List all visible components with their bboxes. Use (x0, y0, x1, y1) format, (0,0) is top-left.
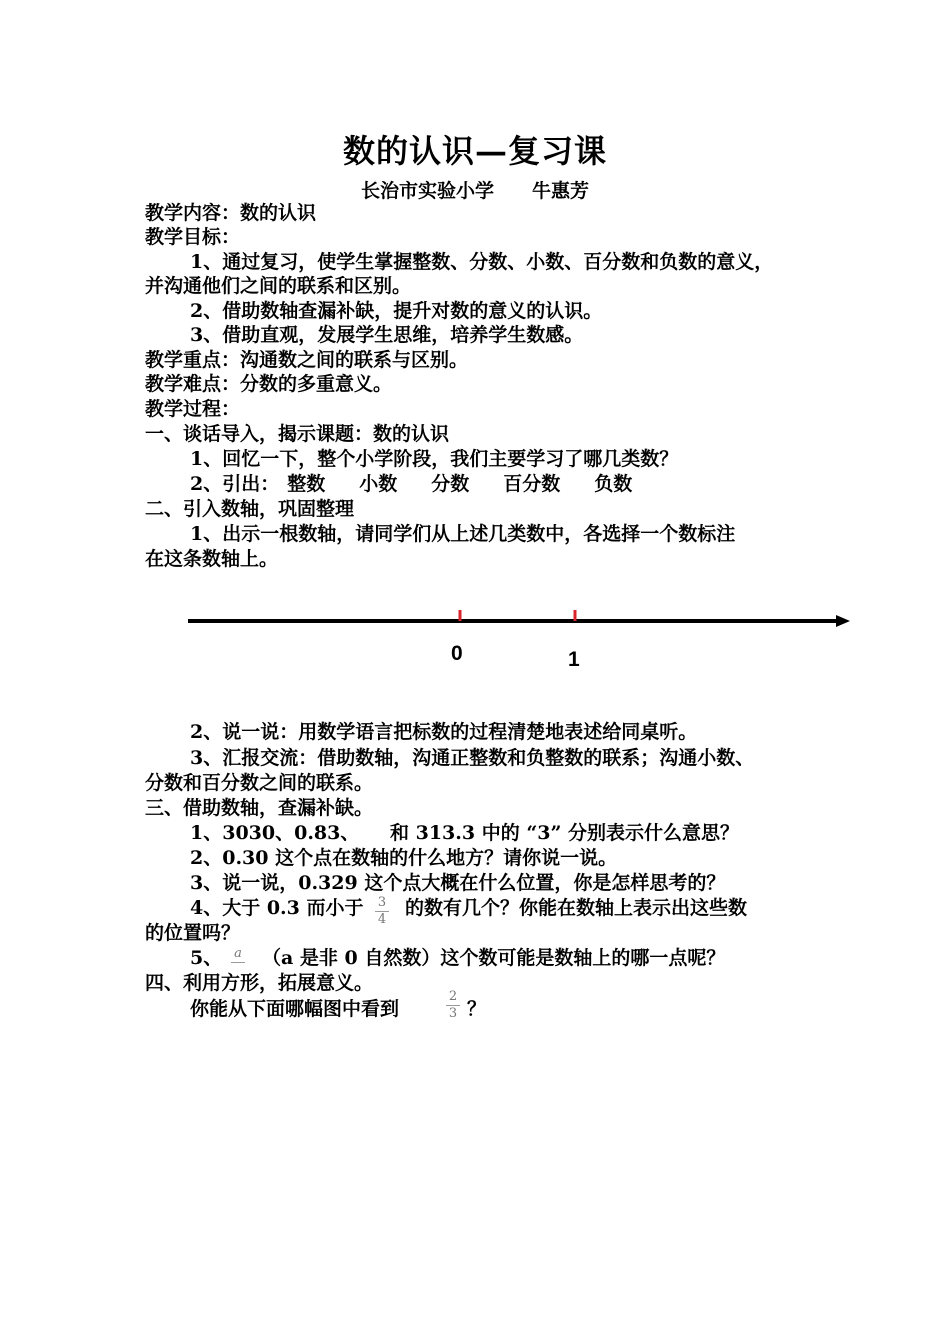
fraction-three-quarters (375, 896, 389, 927)
section-3-question-1-part-2: 和 313.3 中的 “3” 分别表示什么意思？ (390, 822, 740, 844)
document-byline (0, 176, 950, 203)
goal-3: 3、借助直观，发展学生思维，培养学生数感。 (190, 324, 584, 346)
section-2-question-1-line-2: 在这条数轴上。 (145, 548, 279, 570)
axis-label-one: 1 (568, 648, 580, 671)
section-3-question-2: 2、0.30 这个点在数轴的什么地方？请你说一说。 (190, 847, 618, 869)
section-2-heading: 二、引入数轴，巩固整理 (145, 498, 355, 520)
number-type-fraction: 分数 (431, 473, 470, 495)
fraction-numerator: 2 (448, 989, 458, 1004)
section-4-question-1-part-2: ？ (467, 998, 487, 1020)
section-2-question-3-line-2: 分数和百分数之间的联系。 (145, 772, 374, 794)
section-3-question-4-part-2: 的数有几个？你能在数轴上表示出这些数 (405, 897, 748, 919)
goal-2: 2、借助数轴查漏补缺，提升对数的意义的认识。 (190, 300, 603, 322)
teaching-content: 教学内容：数的认识 (145, 202, 317, 224)
section-1-question-2 (190, 472, 666, 496)
document-title: 数的认识—复习课 (342, 132, 607, 170)
axis-label-zero: 0 (451, 642, 463, 665)
difficulty: 教学难点：分数的多重意义。 (145, 373, 393, 395)
number-type-percent: 百分数 (503, 473, 561, 495)
section-3-heading: 三、借助数轴，查漏补缺。 (145, 797, 374, 819)
goal-1-line-1: 1、通过复习，使学生掌握整数、分数、小数、百分数和负数的意义， (190, 251, 774, 273)
section-3-question-5-part-2: （a 是非 0 自然数）这个数可能是数轴上的哪一点呢？ (262, 947, 726, 969)
section-3-question-4-part-1: 4、大于 0.3 而小于 (190, 897, 364, 919)
key-point: 教学重点：沟通数之间的联系与区别。 (145, 349, 469, 371)
fraction-numerator: 3 (377, 895, 387, 910)
fraction-two-thirds (446, 990, 460, 1021)
fraction-a-over-n (231, 947, 245, 964)
section-1-question-1: 1、回忆一下，整个小学阶段，我们主要学习了哪几类数？ (190, 448, 679, 470)
number-line (180, 598, 860, 646)
school-name: 长治市实验小学 (360, 180, 494, 202)
fraction-denominator: 4 (377, 912, 387, 927)
number-type-integer: 整数 (287, 473, 326, 495)
number-line-arrow-icon (836, 615, 850, 627)
section-3-question-3: 3、说一说，0.329 这个点大概在什么位置，你是怎样思考的？ (190, 872, 726, 894)
fraction-numerator: a (234, 946, 242, 961)
section-2-question-3-line-1: 3、汇报交流：借助数轴，沟通正整数和负整数的联系；沟通小数、 (190, 747, 755, 769)
section-3-question-5-part-1: 5、 (190, 947, 223, 969)
section-4-heading: 四、利用方形，拓展意义。 (145, 972, 374, 994)
section-2-question-2: 2、说一说：用数学语言把标数的过程清楚地表述给同桌听。 (190, 721, 698, 743)
section-3-question-4-part-3: 的位置吗？ (145, 922, 241, 944)
number-type-decimal: 小数 (359, 473, 398, 495)
goals-heading: 教学目标： (145, 226, 241, 248)
goal-1-line-2: 并沟通他们之间的联系和区别。 (145, 275, 412, 297)
section-1-heading: 一、谈话导入，揭示课题：数的认识 (145, 423, 450, 445)
question-2-prefix: 2、引出： (190, 473, 280, 495)
section-3-question-1-part-1: 1、3030、0.83、 (190, 822, 360, 844)
fraction-denominator: 3 (448, 1006, 458, 1021)
section-4-question-1-part-1: 你能从下面哪幅图中看到 (190, 998, 400, 1020)
section-2-question-1-line-1: 1、出示一根数轴，请同学们从上述几类数中，各选择一个数标注 (190, 523, 736, 545)
author-name: 牛惠芳 (532, 180, 590, 202)
number-type-negative: 负数 (594, 473, 633, 495)
process-heading: 教学过程： (145, 398, 241, 420)
